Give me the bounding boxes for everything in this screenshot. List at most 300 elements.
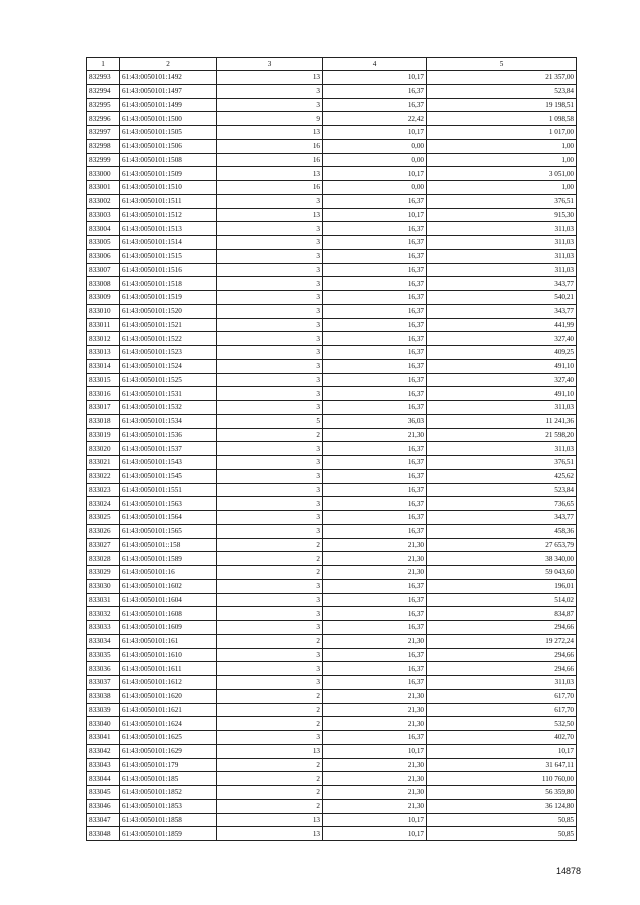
table-row — [87, 236, 577, 250]
row-number-cell: 833035 — [87, 648, 120, 662]
table-row — [87, 579, 577, 593]
cadastral-number-cell: 61:43:0050101:1589 — [120, 552, 217, 566]
row-number-cell: 833005 — [87, 236, 120, 250]
value-cell: 327,40 — [427, 332, 577, 346]
cadastral-number-cell: 61:43:0050101:1521 — [120, 318, 217, 332]
cadastral-number-cell: 61:43:0050101:1853 — [120, 799, 217, 813]
row-number-cell: 833031 — [87, 593, 120, 607]
cadastral-number-cell: 61:43:0050101:185 — [120, 772, 217, 786]
table-row — [87, 813, 577, 827]
cadastral-number-cell: 61:43:0050101:1508 — [120, 153, 217, 167]
row-number-cell: 833034 — [87, 634, 120, 648]
cadastral-number-cell: 61:43:0050101:1510 — [120, 181, 217, 195]
group-code-cell: 2 — [217, 538, 323, 552]
rate-cell: 16,37 — [323, 332, 427, 346]
value-cell: 21 598,20 — [427, 428, 577, 442]
rate-cell: 16,37 — [323, 277, 427, 291]
row-number-cell: 833021 — [87, 456, 120, 470]
row-number-cell: 833030 — [87, 579, 120, 593]
row-number-cell: 833013 — [87, 346, 120, 360]
group-code-cell: 3 — [217, 662, 323, 676]
rate-cell: 16,37 — [323, 497, 427, 511]
cadastral-number-cell: 61:43:0050101:1531 — [120, 387, 217, 401]
table-row — [87, 593, 577, 607]
column-header-3: 3 — [217, 58, 323, 71]
group-code-cell: 2 — [217, 566, 323, 580]
value-cell: 915,30 — [427, 208, 577, 222]
value-cell: 1 017,00 — [427, 126, 577, 140]
table-row — [87, 456, 577, 470]
page-number: 14878 — [556, 866, 582, 876]
rate-cell: 16,37 — [323, 236, 427, 250]
rate-cell: 16,37 — [323, 469, 427, 483]
value-cell: 11 241,36 — [427, 414, 577, 428]
group-code-cell: 3 — [217, 442, 323, 456]
cadastral-number-cell: 61:43:0050101:1625 — [120, 731, 217, 745]
cadastral-number-cell: 61:43:0050101:1524 — [120, 359, 217, 373]
group-code-cell: 2 — [217, 717, 323, 731]
cadastral-number-cell: 61:43:0050101:1492 — [120, 71, 217, 85]
table-row — [87, 634, 577, 648]
row-number-cell: 833042 — [87, 744, 120, 758]
value-cell: 617,70 — [427, 689, 577, 703]
table-row — [87, 84, 577, 98]
rate-cell: 16,37 — [323, 346, 427, 360]
cadastral-number-cell: 61:43:0050101:1612 — [120, 676, 217, 690]
row-number-cell: 833037 — [87, 676, 120, 690]
value-cell: 311,03 — [427, 263, 577, 277]
row-number-cell: 833012 — [87, 332, 120, 346]
row-number-cell: 833000 — [87, 167, 120, 181]
cadastral-number-cell: 61:43:0050101:1858 — [120, 813, 217, 827]
value-cell: 343,77 — [427, 304, 577, 318]
group-code-cell: 3 — [217, 373, 323, 387]
value-cell: 834,87 — [427, 607, 577, 621]
table-row — [87, 442, 577, 456]
value-cell: 617,70 — [427, 703, 577, 717]
group-code-cell: 3 — [217, 621, 323, 635]
group-code-cell: 2 — [217, 428, 323, 442]
rate-cell: 21,30 — [323, 566, 427, 580]
group-code-cell: 2 — [217, 786, 323, 800]
rate-cell: 0,00 — [323, 139, 427, 153]
row-number-cell: 833014 — [87, 359, 120, 373]
cadastral-number-cell: 61:43:0050101:1499 — [120, 98, 217, 112]
row-number-cell: 833001 — [87, 181, 120, 195]
cadastral-number-cell: 61:43:0050101:1624 — [120, 717, 217, 731]
table-row — [87, 126, 577, 140]
group-code-cell: 2 — [217, 552, 323, 566]
group-code-cell: 13 — [217, 744, 323, 758]
rate-cell: 16,37 — [323, 249, 427, 263]
cadastral-number-cell: 61:43:0050101:161 — [120, 634, 217, 648]
row-number-cell: 833002 — [87, 194, 120, 208]
rate-cell: 36,03 — [323, 414, 427, 428]
value-cell: 458,36 — [427, 524, 577, 538]
cadastral-number-cell: 61:43:0050101:1532 — [120, 401, 217, 415]
group-code-cell: 2 — [217, 772, 323, 786]
table-row — [87, 799, 577, 813]
cadastral-number-cell: 61:43:0050101:179 — [120, 758, 217, 772]
value-cell: 311,03 — [427, 236, 577, 250]
row-number-cell: 833043 — [87, 758, 120, 772]
table-row — [87, 497, 577, 511]
table-row — [87, 538, 577, 552]
table-row — [87, 689, 577, 703]
value-cell: 425,62 — [427, 469, 577, 483]
group-code-cell: 3 — [217, 483, 323, 497]
row-number-cell: 833004 — [87, 222, 120, 236]
table-row — [87, 414, 577, 428]
cadastral-number-cell: 61:43:0050101:1852 — [120, 786, 217, 800]
table-row — [87, 277, 577, 291]
rate-cell: 10,17 — [323, 167, 427, 181]
rate-cell: 16,37 — [323, 648, 427, 662]
table-row — [87, 387, 577, 401]
table-row — [87, 662, 577, 676]
table-row — [87, 621, 577, 635]
cadastral-number-cell: 61:43:0050101::158 — [120, 538, 217, 552]
row-number-cell: 832998 — [87, 139, 120, 153]
row-number-cell: 833029 — [87, 566, 120, 580]
cadastral-number-cell: 61:43:0050101:1537 — [120, 442, 217, 456]
cadastral-number-cell: 61:43:0050101:1509 — [120, 167, 217, 181]
rate-cell: 21,30 — [323, 717, 427, 731]
value-cell: 1,00 — [427, 139, 577, 153]
value-cell: 19 272,24 — [427, 634, 577, 648]
value-cell: 514,02 — [427, 593, 577, 607]
row-number-cell: 833039 — [87, 703, 120, 717]
group-code-cell: 3 — [217, 194, 323, 208]
cadastral-number-cell: 61:43:0050101:1525 — [120, 373, 217, 387]
value-cell: 311,03 — [427, 222, 577, 236]
table-row — [87, 731, 577, 745]
row-number-cell: 833038 — [87, 689, 120, 703]
row-number-cell: 833046 — [87, 799, 120, 813]
cadastral-number-cell: 61:43:0050101:1536 — [120, 428, 217, 442]
row-number-cell: 833024 — [87, 497, 120, 511]
table-row — [87, 524, 577, 538]
row-number-cell: 833003 — [87, 208, 120, 222]
group-code-cell: 3 — [217, 579, 323, 593]
value-cell: 376,51 — [427, 194, 577, 208]
rate-cell: 10,17 — [323, 208, 427, 222]
rate-cell: 16,37 — [323, 676, 427, 690]
row-number-cell: 832995 — [87, 98, 120, 112]
rate-cell: 21,30 — [323, 428, 427, 442]
value-cell: 532,50 — [427, 717, 577, 731]
row-number-cell: 833048 — [87, 827, 120, 841]
column-header-4: 4 — [323, 58, 427, 71]
value-cell: 409,25 — [427, 346, 577, 360]
table-row — [87, 648, 577, 662]
table-row — [87, 401, 577, 415]
table-row — [87, 112, 577, 126]
row-number-cell: 832999 — [87, 153, 120, 167]
column-header-5: 5 — [427, 58, 577, 71]
value-cell: 10,17 — [427, 744, 577, 758]
table-row — [87, 703, 577, 717]
group-code-cell: 3 — [217, 511, 323, 525]
table-row — [87, 181, 577, 195]
rate-cell: 0,00 — [323, 153, 427, 167]
cadastral-number-cell: 61:43:0050101:1513 — [120, 222, 217, 236]
cadastral-number-cell: 61:43:0050101:1621 — [120, 703, 217, 717]
rate-cell: 10,17 — [323, 827, 427, 841]
cadastral-value-table — [86, 57, 577, 841]
rate-cell: 16,37 — [323, 579, 427, 593]
row-number-cell: 833019 — [87, 428, 120, 442]
table-row — [87, 208, 577, 222]
value-cell: 491,10 — [427, 359, 577, 373]
table-row — [87, 676, 577, 690]
cadastral-number-cell: 61:43:0050101:1608 — [120, 607, 217, 621]
row-number-cell: 833028 — [87, 552, 120, 566]
value-cell: 523,84 — [427, 84, 577, 98]
table-row — [87, 304, 577, 318]
table-row — [87, 71, 577, 85]
table-row — [87, 786, 577, 800]
group-code-cell: 3 — [217, 359, 323, 373]
group-code-cell: 9 — [217, 112, 323, 126]
group-code-cell: 3 — [217, 332, 323, 346]
value-cell: 441,99 — [427, 318, 577, 332]
group-code-cell: 3 — [217, 318, 323, 332]
table-row — [87, 346, 577, 360]
cadastral-number-cell: 61:43:0050101:1514 — [120, 236, 217, 250]
row-number-cell: 833045 — [87, 786, 120, 800]
cadastral-number-cell: 61:43:0050101:1522 — [120, 332, 217, 346]
table-row — [87, 263, 577, 277]
row-number-cell: 833044 — [87, 772, 120, 786]
rate-cell: 16,37 — [323, 84, 427, 98]
value-cell: 294,66 — [427, 648, 577, 662]
cadastral-number-cell: 61:43:0050101:1543 — [120, 456, 217, 470]
value-cell: 343,77 — [427, 511, 577, 525]
group-code-cell: 3 — [217, 731, 323, 745]
row-number-cell: 833041 — [87, 731, 120, 745]
row-number-cell: 833018 — [87, 414, 120, 428]
value-cell: 56 359,80 — [427, 786, 577, 800]
rate-cell: 16,37 — [323, 194, 427, 208]
group-code-cell: 13 — [217, 71, 323, 85]
row-number-cell: 832994 — [87, 84, 120, 98]
group-code-cell: 3 — [217, 607, 323, 621]
table-row — [87, 318, 577, 332]
rate-cell: 21,30 — [323, 703, 427, 717]
table-row — [87, 98, 577, 112]
value-cell: 311,03 — [427, 249, 577, 263]
rate-cell: 16,37 — [323, 387, 427, 401]
group-code-cell: 13 — [217, 813, 323, 827]
row-number-cell: 833032 — [87, 607, 120, 621]
cadastral-number-cell: 61:43:0050101:1523 — [120, 346, 217, 360]
rate-cell: 16,37 — [323, 483, 427, 497]
group-code-cell: 3 — [217, 84, 323, 98]
table-row — [87, 566, 577, 580]
cadastral-number-cell: 61:43:0050101:1512 — [120, 208, 217, 222]
row-number-cell: 832997 — [87, 126, 120, 140]
cadastral-number-cell: 61:43:0050101:1609 — [120, 621, 217, 635]
group-code-cell: 13 — [217, 208, 323, 222]
table-row — [87, 772, 577, 786]
row-number-cell: 833006 — [87, 249, 120, 263]
rate-cell: 16,37 — [323, 511, 427, 525]
rate-cell: 22,42 — [323, 112, 427, 126]
group-code-cell: 3 — [217, 648, 323, 662]
group-code-cell: 3 — [217, 236, 323, 250]
cadastral-number-cell: 61:43:0050101:1859 — [120, 827, 217, 841]
value-cell: 110 760,00 — [427, 772, 577, 786]
cadastral-number-cell: 61:43:0050101:1505 — [120, 126, 217, 140]
rate-cell: 21,30 — [323, 786, 427, 800]
value-cell: 19 198,51 — [427, 98, 577, 112]
cadastral-number-cell: 61:43:0050101:1629 — [120, 744, 217, 758]
group-code-cell: 3 — [217, 593, 323, 607]
row-number-cell: 833007 — [87, 263, 120, 277]
value-cell: 36 124,80 — [427, 799, 577, 813]
column-header-2: 2 — [120, 58, 217, 71]
table-row — [87, 153, 577, 167]
table-row — [87, 249, 577, 263]
row-number-cell: 833027 — [87, 538, 120, 552]
rate-cell: 21,30 — [323, 799, 427, 813]
group-code-cell: 3 — [217, 497, 323, 511]
value-cell: 294,66 — [427, 621, 577, 635]
table-row — [87, 717, 577, 731]
cadastral-number-cell: 61:43:0050101:1520 — [120, 304, 217, 318]
value-cell: 491,10 — [427, 387, 577, 401]
column-header-1: 1 — [87, 58, 120, 71]
group-code-cell: 2 — [217, 799, 323, 813]
rate-cell: 16,37 — [323, 731, 427, 745]
cadastral-number-cell: 61:43:0050101:1534 — [120, 414, 217, 428]
group-code-cell: 3 — [217, 249, 323, 263]
cadastral-number-cell: 61:43:0050101:1515 — [120, 249, 217, 263]
group-code-cell: 3 — [217, 277, 323, 291]
group-code-cell: 3 — [217, 222, 323, 236]
group-code-cell: 3 — [217, 98, 323, 112]
value-cell: 59 043,60 — [427, 566, 577, 580]
rate-cell: 16,37 — [323, 456, 427, 470]
group-code-cell: 16 — [217, 181, 323, 195]
cadastral-number-cell: 61:43:0050101:1551 — [120, 483, 217, 497]
group-code-cell: 3 — [217, 387, 323, 401]
rate-cell: 16,37 — [323, 621, 427, 635]
rate-cell: 16,37 — [323, 373, 427, 387]
group-code-cell: 3 — [217, 263, 323, 277]
rate-cell: 16,37 — [323, 359, 427, 373]
value-cell: 27 653,79 — [427, 538, 577, 552]
rate-cell: 21,30 — [323, 538, 427, 552]
group-code-cell: 2 — [217, 758, 323, 772]
group-code-cell: 3 — [217, 346, 323, 360]
table-row — [87, 469, 577, 483]
rate-cell: 10,17 — [323, 126, 427, 140]
cadastral-number-cell: 61:43:0050101:1545 — [120, 469, 217, 483]
row-number-cell: 833017 — [87, 401, 120, 415]
table-body — [87, 71, 577, 841]
cadastral-number-cell: 61:43:0050101:1506 — [120, 139, 217, 153]
value-cell: 3 051,00 — [427, 167, 577, 181]
cadastral-number-cell: 61:43:0050101:1511 — [120, 194, 217, 208]
row-number-cell: 832996 — [87, 112, 120, 126]
value-cell: 736,65 — [427, 497, 577, 511]
group-code-cell: 3 — [217, 456, 323, 470]
table-row — [87, 552, 577, 566]
value-cell: 523,84 — [427, 483, 577, 497]
group-code-cell: 3 — [217, 676, 323, 690]
row-number-cell: 833009 — [87, 291, 120, 305]
group-code-cell: 3 — [217, 469, 323, 483]
value-cell: 1 098,58 — [427, 112, 577, 126]
row-number-cell: 833047 — [87, 813, 120, 827]
table-row — [87, 428, 577, 442]
row-number-cell: 833040 — [87, 717, 120, 731]
value-cell: 38 340,00 — [427, 552, 577, 566]
rate-cell: 16,37 — [323, 263, 427, 277]
row-number-cell: 833025 — [87, 511, 120, 525]
rate-cell: 16,37 — [323, 291, 427, 305]
rate-cell: 0,00 — [323, 181, 427, 195]
row-number-cell: 833033 — [87, 621, 120, 635]
value-cell: 311,03 — [427, 442, 577, 456]
row-number-cell: 833008 — [87, 277, 120, 291]
rate-cell: 16,37 — [323, 304, 427, 318]
table-row — [87, 744, 577, 758]
table-row — [87, 194, 577, 208]
group-code-cell: 2 — [217, 634, 323, 648]
group-code-cell: 13 — [217, 126, 323, 140]
cadastral-number-cell: 61:43:0050101:1518 — [120, 277, 217, 291]
value-cell: 311,03 — [427, 676, 577, 690]
rate-cell: 16,37 — [323, 98, 427, 112]
table-row — [87, 222, 577, 236]
table-header-row — [87, 58, 577, 71]
cadastral-number-cell: 61:43:0050101:1564 — [120, 511, 217, 525]
rate-cell: 21,30 — [323, 634, 427, 648]
cadastral-number-cell: 61:43:0050101:1563 — [120, 497, 217, 511]
group-code-cell: 3 — [217, 524, 323, 538]
value-cell: 50,85 — [427, 813, 577, 827]
value-cell: 196,01 — [427, 579, 577, 593]
row-number-cell: 833026 — [87, 524, 120, 538]
cadastral-number-cell: 61:43:0050101:1620 — [120, 689, 217, 703]
value-cell: 311,03 — [427, 401, 577, 415]
group-code-cell: 13 — [217, 827, 323, 841]
value-cell: 376,51 — [427, 456, 577, 470]
table-row — [87, 291, 577, 305]
rate-cell: 16,37 — [323, 593, 427, 607]
row-number-cell: 833010 — [87, 304, 120, 318]
value-cell: 343,77 — [427, 277, 577, 291]
value-cell: 540,21 — [427, 291, 577, 305]
group-code-cell: 3 — [217, 304, 323, 318]
value-cell: 402,70 — [427, 731, 577, 745]
rate-cell: 21,30 — [323, 552, 427, 566]
table-row — [87, 483, 577, 497]
group-code-cell: 2 — [217, 689, 323, 703]
value-cell: 294,66 — [427, 662, 577, 676]
group-code-cell: 16 — [217, 139, 323, 153]
value-cell: 1,00 — [427, 181, 577, 195]
row-number-cell: 832993 — [87, 71, 120, 85]
table-row — [87, 373, 577, 387]
table-row — [87, 359, 577, 373]
row-number-cell: 833011 — [87, 318, 120, 332]
cadastral-number-cell: 61:43:0050101:1497 — [120, 84, 217, 98]
row-number-cell: 833022 — [87, 469, 120, 483]
